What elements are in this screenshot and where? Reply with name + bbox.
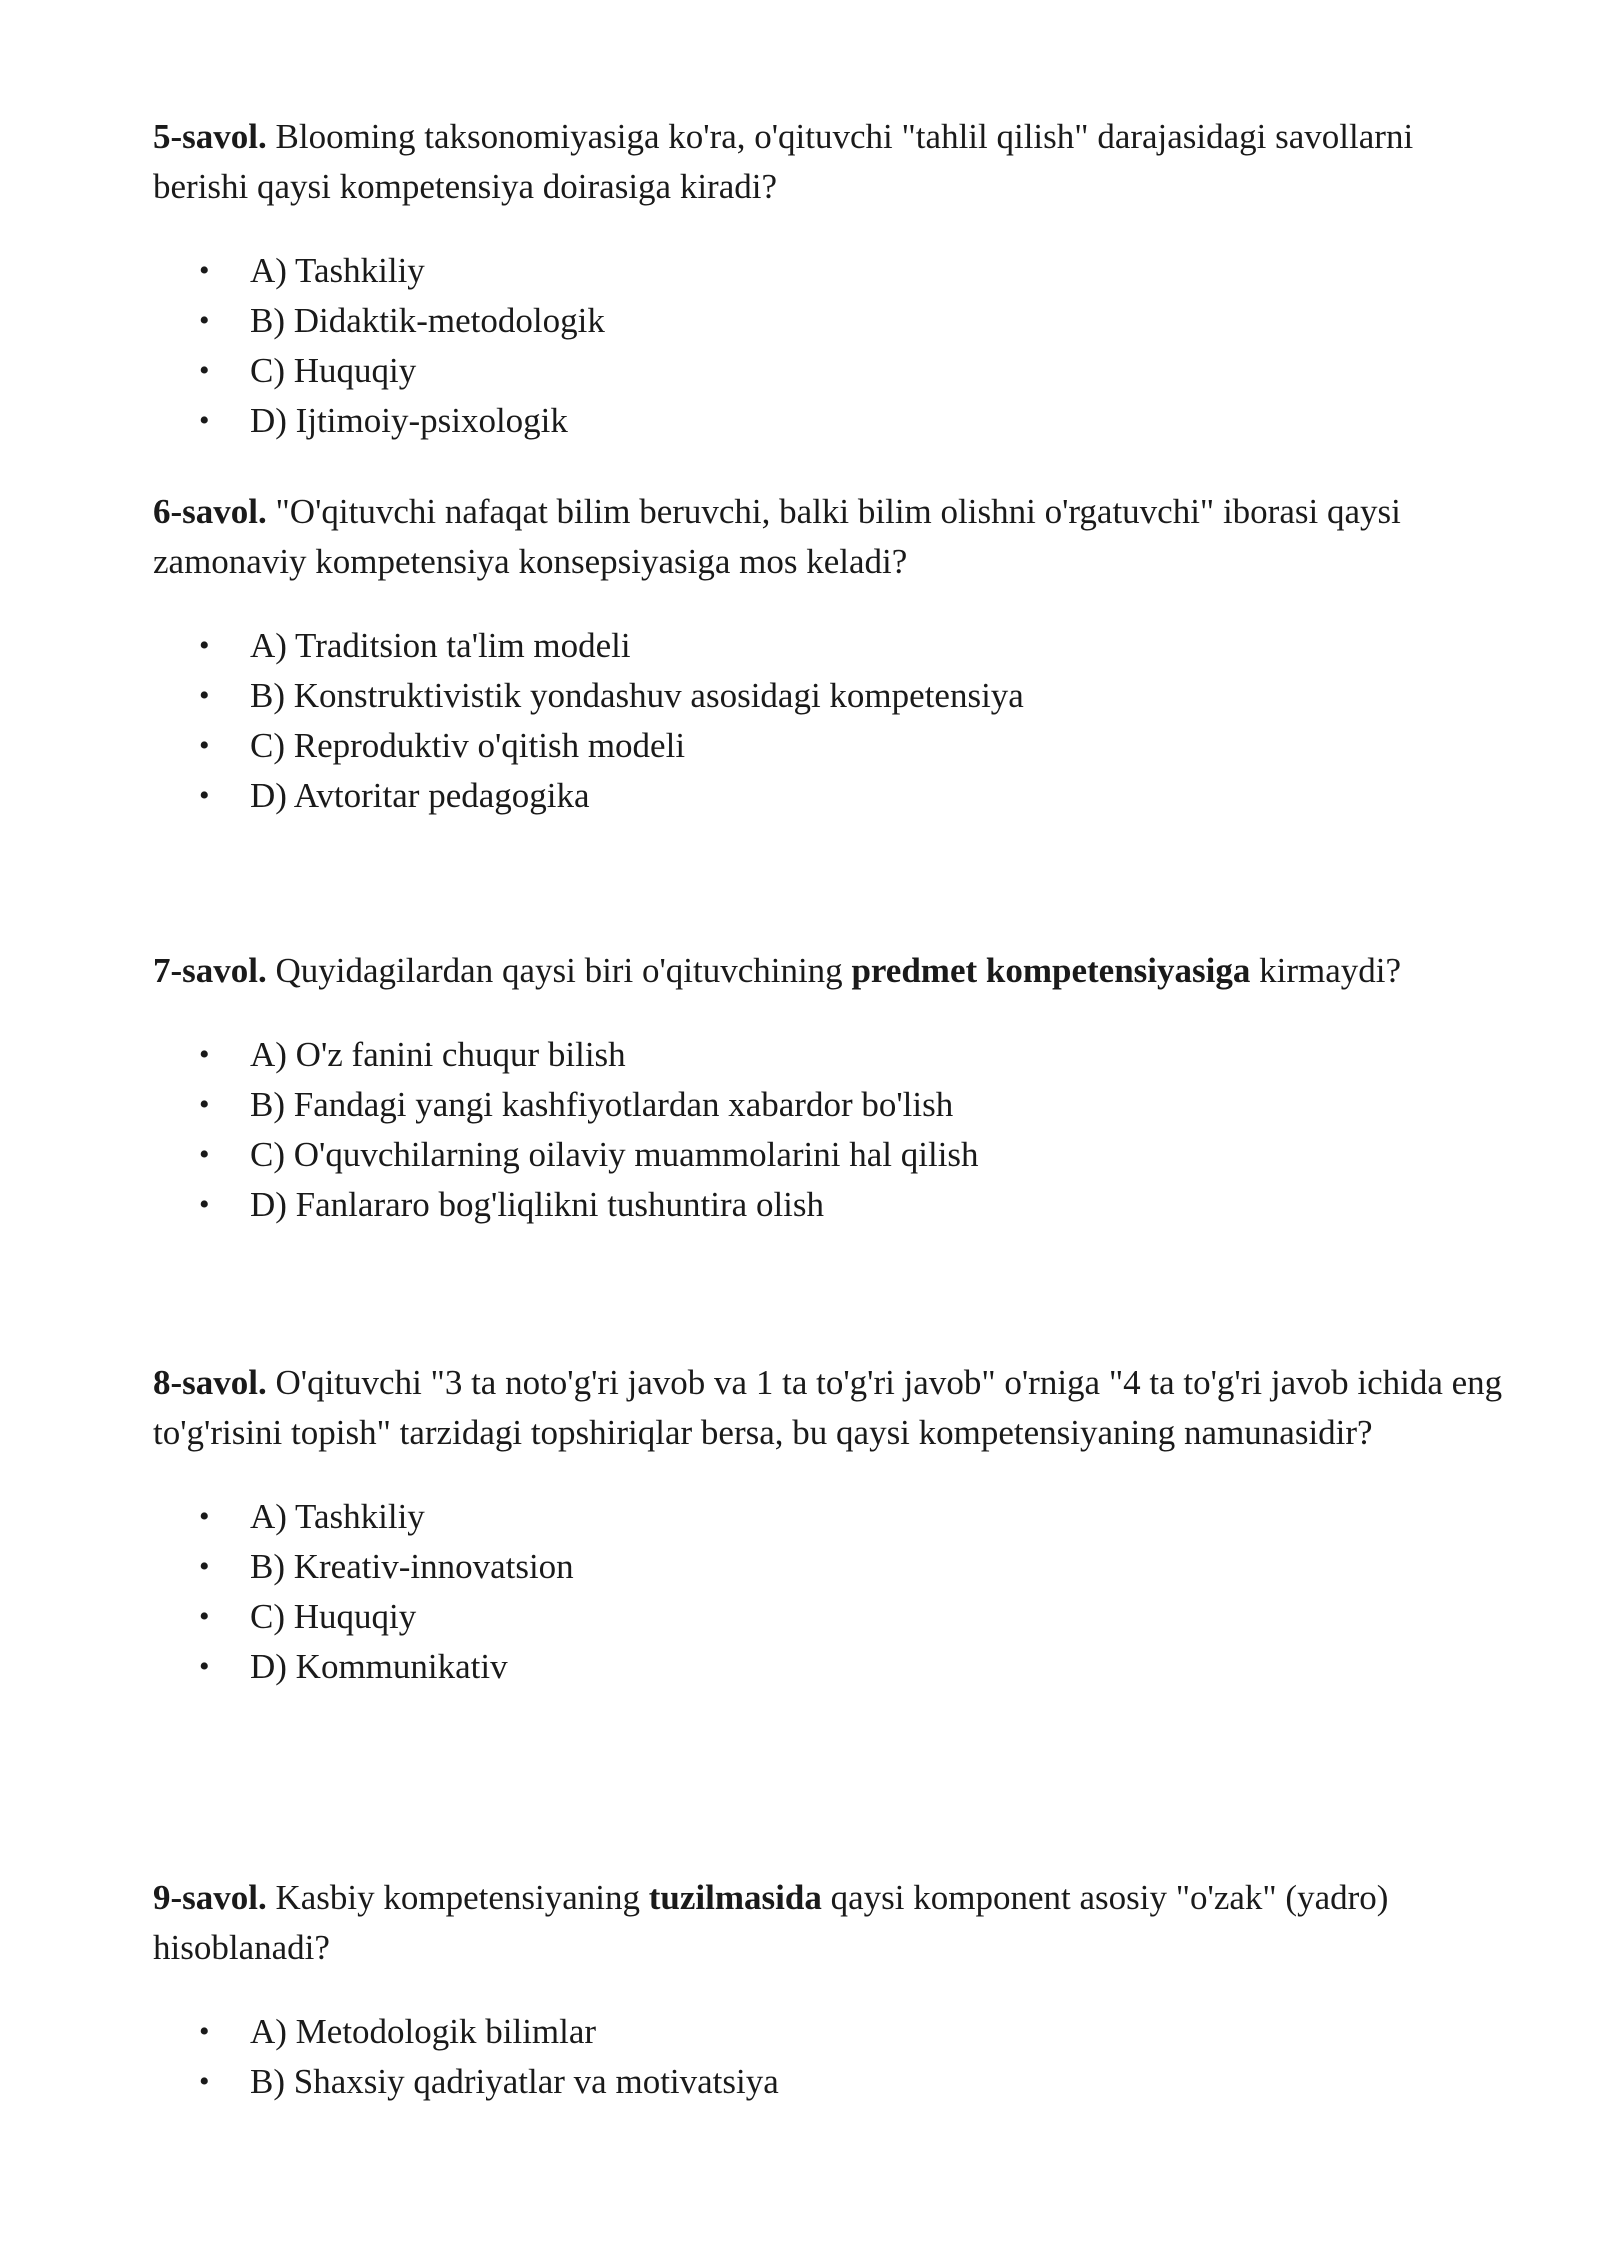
question-9 — [153, 1873, 1513, 2107]
bullet-icon: • — [199, 1650, 210, 1683]
question-label: 7-savol. — [153, 951, 267, 990]
question-text — [153, 487, 1513, 587]
bullet-icon: • — [199, 1500, 210, 1533]
option-label: C) Huquqiy — [250, 351, 417, 390]
question-body: Kasbiy kompetensiyaning — [266, 1878, 649, 1917]
option-label: B) Kreativ-innovatsion — [250, 1547, 574, 1586]
option-label: D) Ijtimoiy-psixologik — [250, 401, 568, 440]
option-a — [153, 1492, 1513, 1542]
options-list — [153, 1492, 1513, 1692]
question-body: O'qituvchi "3 ta noto'g'ri javob va 1 ta to'g'ri javob" o'rniga "4 ta to'g'ri javob ichida eng to'g'risini topish" tarzidagi topshiriqlar bersa, bu qaysi kompetensiyaning namunasidir? — [153, 1363, 1503, 1452]
option-label: D) Fanlararo bog'liqlikni tushuntira olish — [250, 1185, 825, 1224]
bullet-icon: • — [199, 354, 210, 387]
option-label: C) Huquqiy — [250, 1597, 417, 1636]
option-label: D) Avtoritar pedagogika — [250, 776, 590, 815]
options-list — [153, 1030, 1513, 1230]
question-text — [153, 1358, 1513, 1458]
option-label: A) Tashkiliy — [250, 251, 425, 290]
option-d — [153, 1642, 1513, 1692]
options-list — [153, 246, 1513, 446]
bullet-icon: • — [199, 1600, 210, 1633]
question-body-end: qaysi komponent asosiy "o'zak" (yadro) hisoblanadi? — [153, 1878, 1389, 1967]
bullet-icon: • — [199, 1188, 210, 1221]
question-text — [153, 946, 1513, 996]
option-label: B) Didaktik-metodologik — [250, 301, 605, 340]
option-c — [153, 346, 1513, 396]
option-b — [153, 1542, 1513, 1592]
option-d — [153, 1180, 1513, 1230]
option-label: A) O'z fanini chuqur bilish — [250, 1035, 626, 1074]
option-b — [153, 671, 1513, 721]
question-emphasis: predmet kompetensiyasiga — [851, 951, 1251, 990]
question-text — [153, 1873, 1513, 1973]
bullet-icon: • — [199, 404, 210, 437]
question-label: 5-savol. — [153, 117, 267, 156]
question-7 — [153, 946, 1513, 1230]
question-body: Blooming taksonomiyasiga ko'ra, o'qituvchi "tahlil qilish" darajasidagi savollarni berishi qaysi kompetensiya doirasiga kiradi? — [153, 117, 1414, 206]
option-b — [153, 2057, 1513, 2107]
bullet-icon: • — [199, 729, 210, 762]
option-label: C) O'quvchilarning oilaviy muammolarini hal qilish — [250, 1135, 979, 1174]
option-label: B) Shaxsiy qadriyatlar va motivatsiya — [250, 2062, 779, 2101]
bullet-icon: • — [199, 1088, 210, 1121]
option-label: B) Konstruktivistik yondashuv asosidagi kompetensiya — [250, 676, 1024, 715]
option-label: D) Kommunikativ — [250, 1647, 508, 1686]
option-label: C) Reproduktiv o'qitish modeli — [250, 726, 686, 765]
option-c — [153, 721, 1513, 771]
question-body: "O'qituvchi nafaqat bilim beruvchi, balki bilim olishni o'rgatuvchi" iborasi qaysi zamonaviy kompetensiya konsepsiyasiga mos keladi? — [153, 492, 1401, 581]
bullet-icon: • — [199, 1550, 210, 1583]
question-body: Quyidagilardan qaysi biri o'qituvchining — [266, 951, 852, 990]
question-label: 9-savol. — [153, 1878, 267, 1917]
question-label: 6-savol. — [153, 492, 267, 531]
option-a — [153, 1030, 1513, 1080]
option-b — [153, 1080, 1513, 1130]
question-8 — [153, 1358, 1513, 1692]
question-label: 8-savol. — [153, 1363, 267, 1402]
question-body-end: kirmaydi? — [1250, 951, 1402, 990]
bullet-icon: • — [199, 254, 210, 287]
bullet-icon: • — [199, 2065, 210, 2098]
option-d — [153, 396, 1513, 446]
options-list — [153, 621, 1513, 821]
question-5 — [153, 112, 1513, 446]
option-c — [153, 1130, 1513, 1180]
option-a — [153, 2007, 1513, 2057]
option-label: A) Traditsion ta'lim modeli — [250, 626, 631, 665]
option-label: A) Metodologik bilimlar — [250, 2012, 597, 2051]
bullet-icon: • — [199, 304, 210, 337]
options-list — [153, 2007, 1513, 2107]
question-6 — [153, 487, 1513, 821]
question-emphasis: tuzilmasida — [648, 1878, 822, 1917]
bullet-icon: • — [199, 1138, 210, 1171]
bullet-icon: • — [199, 629, 210, 662]
option-label: B) Fandagi yangi kashfiyotlardan xabardor bo'lish — [250, 1085, 954, 1124]
option-d — [153, 771, 1513, 821]
question-text — [153, 112, 1513, 212]
bullet-icon: • — [199, 2015, 210, 2048]
option-a — [153, 621, 1513, 671]
bullet-icon: • — [199, 679, 210, 712]
bullet-icon: • — [199, 1038, 210, 1071]
option-a — [153, 246, 1513, 296]
option-c — [153, 1592, 1513, 1642]
option-b — [153, 296, 1513, 346]
bullet-icon: • — [199, 779, 210, 812]
option-label: A) Tashkiliy — [250, 1497, 425, 1536]
